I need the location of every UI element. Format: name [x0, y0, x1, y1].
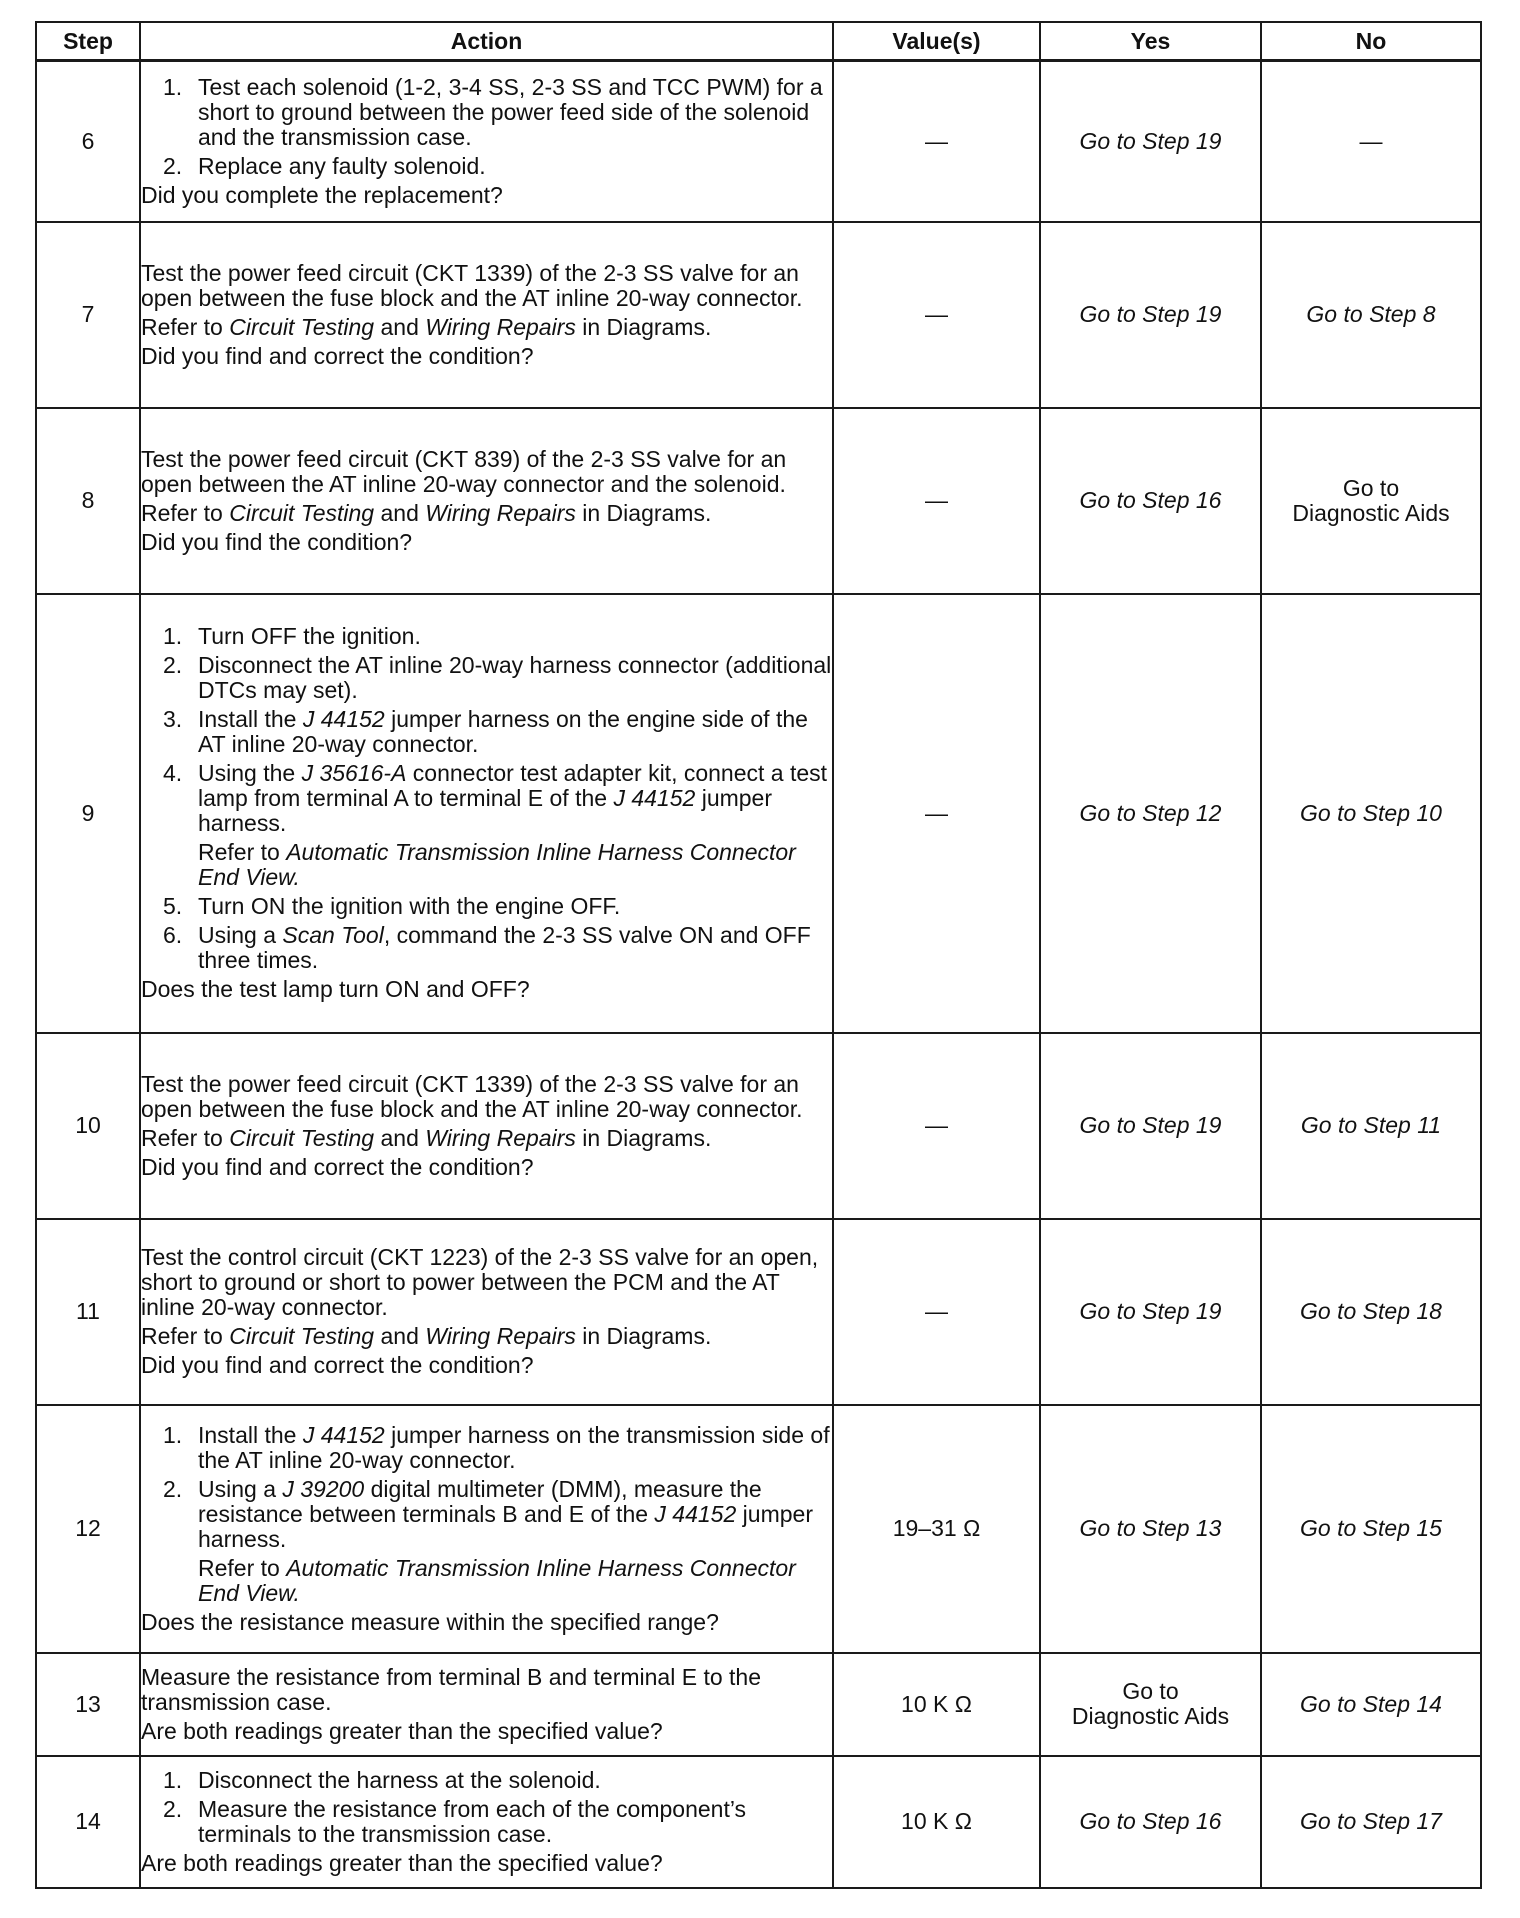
action-question: Did you find the condition? [141, 528, 413, 555]
action-reference: Refer to Circuit Testing and Wiring Repairs in Diagrams. [141, 499, 712, 526]
action-question: Does the resistance measure within the specified range? [141, 1608, 719, 1635]
yes-cell: Go to Step 16 [1040, 1756, 1261, 1888]
action-cell [140, 1405, 833, 1653]
no-cell: Go to Step 8 [1261, 222, 1481, 408]
action-cell: Test the control circuit (CKT 1223) of the 2-3 SS valve for an open, short to ground or short to power between the PCM and the AT inline 20-way connector. Refer to Circuit Testing and Wiring Repairs in Diagrams. Did you find and correct the condition? [140, 1219, 833, 1405]
table-row [36, 1033, 1481, 1219]
step-number: 13 [36, 1653, 140, 1756]
action-question: Did you find and correct the condition? [141, 342, 534, 369]
value-cell: — [833, 594, 1040, 1033]
no-cell: Go to Step 17 [1261, 1756, 1481, 1888]
action-substep: 1. Disconnect the harness at the solenoid. [163, 1766, 601, 1793]
table-header-row [36, 22, 1481, 61]
step-number: 8 [36, 408, 140, 594]
action-question: Are both readings greater than the specified value? [141, 1849, 663, 1876]
no-cell: Go to Step 10 [1261, 594, 1481, 1033]
no-cell: Go to Step 15 [1261, 1405, 1481, 1653]
header-no: No [1261, 22, 1481, 61]
table-row [36, 1405, 1481, 1653]
table-row [36, 594, 1481, 1033]
action-cell [140, 61, 833, 222]
action-reference: Refer to Circuit Testing and Wiring Repairs in Diagrams. [141, 313, 712, 340]
action-cell: Test the power feed circuit (CKT 839) of the 2-3 SS valve for an open between the AT inline 20-way connector and the solenoid. Refer to Circuit Testing and Wiring Repairs in Diagrams. Did you find the condition? [140, 408, 833, 594]
yes-cell: Go to Step 13 [1040, 1405, 1261, 1653]
table-row [36, 408, 1481, 594]
action-cell: Measure the resistance from terminal B and terminal E to the transmission case. Are both readings greater than the specified value? [140, 1653, 833, 1756]
header-action: Action [140, 22, 833, 61]
header-values: Value(s) [833, 22, 1040, 61]
action-reference: Refer to Circuit Testing and Wiring Repairs in Diagrams. [141, 1124, 712, 1151]
value-cell: 19–31 Ω [833, 1405, 1040, 1653]
action-substep: 1. Turn OFF the ignition. [163, 623, 421, 649]
value-cell: — [833, 222, 1040, 408]
action-question: Does the test lamp turn ON and OFF? [141, 976, 530, 1002]
yes-cell: Go to Step 12 [1040, 594, 1261, 1033]
step-number: 10 [36, 1033, 140, 1219]
action-cell: Test the power feed circuit (CKT 1339) of the 2-3 SS valve for an open between the fuse block and the AT inline 20-way connector. Refer to Circuit Testing and Wiring Repairs in Diagrams. Did you find and correct the condition? [140, 1033, 833, 1219]
action-cell [140, 594, 833, 1033]
action-substep: 3. Install the J 44152 jumper harness on the engine side of the AT inline 20-way connector. [163, 706, 808, 757]
action-question: Did you complete the replacement? [141, 181, 503, 208]
yes-cell: Go to Step 16 [1040, 408, 1261, 594]
no-cell: Go to Step 14 [1261, 1653, 1481, 1756]
table-row [36, 1756, 1481, 1888]
header-yes: Yes [1040, 22, 1261, 61]
action-substep: 2. Using a J 39200 digital multimeter (DMM), measure the resistance between terminals B and E of the J 44152 jumper harness. [163, 1475, 813, 1552]
action-cell: Test the power feed circuit (CKT 1339) of the 2-3 SS valve for an open between the fuse block and the AT inline 20-way connector. Refer to Circuit Testing and Wiring Repairs in Diagrams. Did you find and correct the condition? [140, 222, 833, 408]
step-number: 14 [36, 1756, 140, 1888]
table-row [36, 61, 1481, 222]
table-row [36, 1219, 1481, 1405]
action-substep: 4. Using the J 35616-A connector test adapter kit, connect a test lamp from terminal A to terminal E of the J 44152 jumper harness. [163, 760, 828, 836]
table-row [36, 1653, 1481, 1756]
action-cell [140, 1756, 833, 1888]
action-question: Are both readings greater than the specified value? [141, 1717, 663, 1744]
no-cell: Go to Diagnostic Aids [1261, 408, 1481, 594]
step-number: 7 [36, 222, 140, 408]
yes-cell: Go to Diagnostic Aids [1040, 1653, 1261, 1756]
no-cell: Go to Step 18 [1261, 1219, 1481, 1405]
no-cell: — [1261, 61, 1481, 222]
diagnostic-table [35, 21, 1482, 1889]
action-substep: 6. Using a Scan Tool, command the 2-3 SS valve ON and OFF three times. [163, 922, 811, 973]
value-cell: — [833, 408, 1040, 594]
yes-cell: Go to Step 19 [1040, 222, 1261, 408]
action-substep: 2. Disconnect the AT inline 20-way harness connector (additional DTCs may set). [163, 652, 832, 703]
action-reference: Refer to Circuit Testing and Wiring Repairs in Diagrams. [141, 1323, 712, 1349]
step-number: 12 [36, 1405, 140, 1653]
yes-cell: Go to Step 19 [1040, 1219, 1261, 1405]
action-substep: 1. Install the J 44152 jumper harness on the transmission side of the AT inline 20-way connector. [163, 1421, 830, 1473]
action-substep: 2. Measure the resistance from each of the component’s terminals to the transmission case. [163, 1795, 747, 1847]
value-cell: — [833, 1033, 1040, 1219]
action-reference: Refer to Automatic Transmission Inline Harness Connector End View. [198, 1554, 796, 1606]
table-row [36, 222, 1481, 408]
action-substep: 2. Replace any faulty solenoid. [163, 152, 486, 179]
value-cell: 10 K Ω [833, 1653, 1040, 1756]
yes-cell: Go to Step 19 [1040, 61, 1261, 222]
action-reference: Refer to Automatic Transmission Inline Harness Connector End View. [198, 839, 796, 890]
step-number: 6 [36, 61, 140, 222]
action-question: Did you find and correct the condition? [141, 1153, 534, 1180]
action-substep: 1. Test each solenoid (1-2, 3-4 SS, 2-3 SS and TCC PWM) for a short to ground between the power feed side of the solenoid and the transmission case. [163, 73, 823, 150]
value-cell: — [833, 61, 1040, 222]
header-step: Step [36, 22, 140, 61]
value-cell: 10 K Ω [833, 1756, 1040, 1888]
step-number: 9 [36, 594, 140, 1033]
value-cell: — [833, 1219, 1040, 1405]
action-question: Did you find and correct the condition? [141, 1352, 534, 1378]
action-substep: 5. Turn ON the ignition with the engine OFF. [163, 893, 621, 919]
step-number: 11 [36, 1219, 140, 1405]
yes-cell: Go to Step 19 [1040, 1033, 1261, 1219]
no-cell: Go to Step 11 [1261, 1033, 1481, 1219]
